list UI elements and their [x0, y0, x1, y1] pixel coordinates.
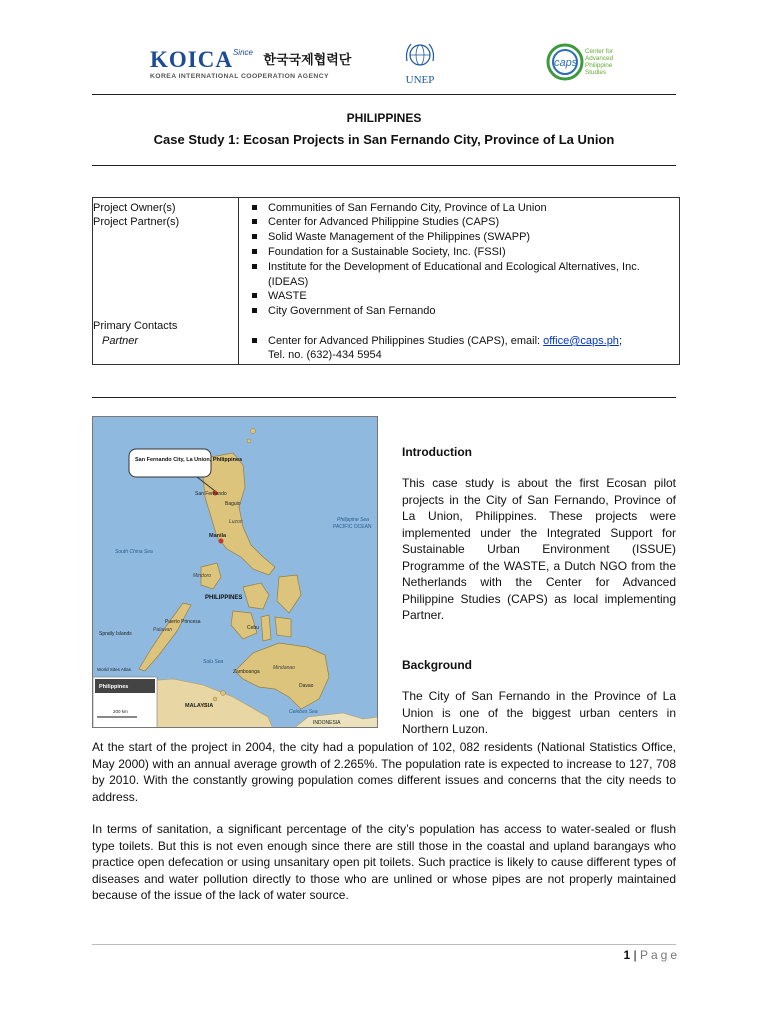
koica-since: Since [232, 48, 253, 57]
introduction-heading: Introduction [402, 445, 472, 459]
list-item: City Government of San Fernando [268, 304, 678, 318]
label-sulu-sea: Sulu Sea [203, 659, 224, 665]
label-luzon: Luzon [229, 519, 243, 525]
label-contacts-partner: Partner [102, 335, 139, 347]
koica-logo [150, 48, 360, 90]
koica-korean-name: 한국국제협력단 [263, 52, 352, 67]
callout-label: San Fernando City, La Union, Philippines [135, 457, 243, 463]
label-philippines: PHILIPPINES [205, 595, 243, 601]
label-spratly-islands: Spratly Islands [99, 631, 132, 637]
list-item: Institute for the Development of Educational and Ecological Alternatives, Inc. [268, 260, 678, 274]
section-rule [92, 397, 676, 398]
label-south-china-sea: South China Sea [115, 549, 153, 555]
label-celebes-sea: Celebes Sea [289, 709, 318, 715]
scale-label: 200 km [113, 709, 128, 714]
label-project-partner: Project Partner(s) [93, 216, 180, 228]
label-pacific-ocean: PACIFIC OCEAN [333, 524, 372, 530]
country-title: PHILIPPINES [346, 111, 422, 125]
background-heading: Background [402, 658, 473, 672]
list-item: Solid Waste Management of the Philippines (SWAPP) [268, 230, 678, 244]
label-puerto-princesa: Puerto Princesa [165, 619, 201, 625]
header-rule [92, 94, 676, 95]
philippines-map [92, 416, 378, 728]
label-indonesia: INDONESIA [313, 720, 341, 726]
footer-rule [92, 944, 676, 945]
map-graphic [93, 417, 378, 728]
label-palawan: Palawan [153, 627, 173, 633]
sanitation-text: In terms of sanitation, a significant percentage of the city’s population has access to water-sealed or flush type toilets. But this is not even enough since there are still those in the coastal and upland barangays who practice open defecation or using unsanitary open pit toilets. Such practice is likely to cause different types of diseases and water pollution directly to those who are unlined or whose pipes are not properly maintained because of the issue of the lack of water source. [92, 822, 676, 902]
background-text-top: The City of San Fernando in the Province of La Union is one of the biggest urban centers in Northern Luzon. [402, 689, 676, 736]
label-san-fernando: San Fernando [195, 491, 227, 497]
unep-logo [395, 41, 445, 87]
contact-email-link[interactable]: office@caps.ph [543, 335, 619, 347]
label-manila: Manila [209, 533, 227, 539]
case-study-title: Case Study 1: Ecosan Projects in San Fernando City, Province of La Union [153, 132, 615, 147]
legend-title: Philippines [99, 684, 129, 690]
background-text: At the start of the project in 2004, the city had a population of 102, 082 residents (National Statistics Office, May 2000) with an annual average growth of 2.265%. The population rate is expected to increase to 127, 708 by 2010. With the constantly growing population comes different issues and concerns that the city needs to address. [92, 740, 676, 804]
list-item: WASTE [268, 289, 678, 303]
contact-entry: Center for Advanced Philippines Studies (CAPS), email: office@caps.ph; [268, 334, 678, 348]
caps-full-name: Center for Advanced Philippine Studies [585, 48, 614, 76]
label-malaysia: MALAYSIA [185, 703, 214, 709]
caps-abbrev: caps [554, 57, 578, 69]
project-table [92, 197, 680, 365]
caps-logo [545, 40, 625, 88]
caps-emblem-icon [545, 40, 587, 84]
list-item: Communities of San Fernando City, Province of La Union [268, 201, 678, 215]
list-item: Center for Advanced Philippine Studies (CAPS) [268, 215, 678, 229]
list-item: Foundation for a Sustainable Society, Inc. (FSSI) [268, 245, 678, 259]
contact-telephone: Tel. no. (632)-434 5954 [268, 349, 382, 361]
label-baguio: Baguio [225, 501, 241, 507]
introduction-text: This case study is about the first Ecosan pilot projects in the City of San Fernando, Province of La Union, Philippines. These projects were implemented under the Integrated Support for Sustainable Urban Environment (ISSUE) Programme of the WASTE, a Dutch NGO from the Netherlands with the Center for Advanced Philippine Studies (CAPS) as local implementing Partner. [402, 476, 676, 622]
label-mindanao: Mindanao [273, 665, 295, 671]
unep-emblem-icon [403, 41, 437, 71]
unep-name: UNEP [405, 74, 435, 86]
label-mindoro: Mindoro [193, 573, 212, 579]
label-philippine-sea: Philippine Sea [337, 517, 369, 523]
label-zamboanga: Zamboanga [233, 669, 260, 675]
koica-name: KOICA [150, 47, 233, 72]
page-number: 1 | Page [623, 948, 680, 962]
list-item-continuation: (IDEAS) [268, 276, 309, 288]
label-davao: Davao [299, 683, 314, 689]
manila-marker [219, 539, 224, 544]
label-cebu: Cebu [247, 625, 259, 631]
koica-subtitle: KOREA INTERNATIONAL COOPERATION AGENCY [150, 73, 329, 80]
label-project-owner: Project Owner(s) [93, 202, 176, 214]
label-primary-contacts: Primary Contacts [93, 320, 178, 332]
title-rule [92, 165, 676, 166]
table-divider [238, 198, 239, 364]
legend-credit: World Sites Atlas [97, 667, 131, 672]
